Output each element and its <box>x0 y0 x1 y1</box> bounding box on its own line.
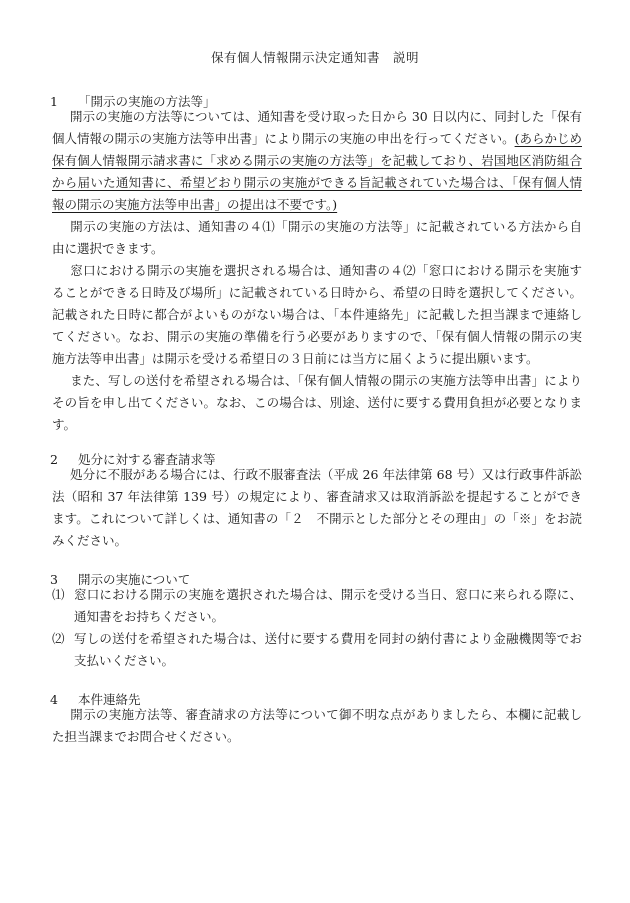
section-4-paragraph-1-text: 開示の実施方法等、審査請求の方法等について御不明な点がありましたら、本欄に記載した担当課までお問合せください。 <box>52 707 582 744</box>
section-1-paragraph-3-text: 窓口における開示の実施を選択される場合は、通知書の４⑵「窓口における開示を実施することができる日時及び場所」に記載されている日時から、希望の日時を選択してください。記載された日時に都合がよいものがない場合は、「本件連絡先」に記載した担当課まで連絡してください。なお、開示の実施の準備を行う必要がありますので、「保有個人情報の開示の実施方法等申出書」は開示を受ける希望日の３日前には当方に届くように提出願います。 <box>52 263 582 366</box>
section-1-paragraph-3 <box>52 260 582 370</box>
section-3-number: 3 <box>50 572 58 587</box>
section-1-paragraph-1 <box>52 106 582 216</box>
section-3-item-2 <box>52 628 582 672</box>
document-title: 保有個人情報開示決定通知書 説明 <box>210 50 419 65</box>
section-3-item-2-marker: ⑵ <box>52 631 65 646</box>
section-3-title: 開示の実施について <box>78 572 191 587</box>
section-1-paragraph-2 <box>52 216 582 260</box>
section-3-item-1 <box>52 584 582 628</box>
section-3-item-1-text: 窓口における開示の実施を選択された場合は、開示を受ける当日、窓口に来られる際に、通知書をお持ちください。 <box>74 587 582 624</box>
section-1-paragraph-4-text: また、写しの送付を希望される場合は、「保有個人情報の開示の実施方法等申出書」によりその旨を申し出てください。なお、この場合は、別途、送付に要する費用負担が必要となります。 <box>52 373 582 432</box>
section-1-paragraph-2-text: 開示の実施の方法は、通知書の４⑴「開示の実施の方法等」に記載されている方法から自由に選択できます。 <box>52 219 582 256</box>
section-4-title: 本件連絡先 <box>78 692 141 707</box>
section-2-paragraph-1 <box>52 464 582 552</box>
section-1-number: 1 <box>50 94 58 109</box>
section-2-title: 処分に対する審査請求等 <box>78 452 216 467</box>
section-3-item-2-text: 写しの送付を希望された場合は、送付に要する費用を同封の納付書により金融機関等でお支払いください。 <box>74 631 582 668</box>
section-4-paragraph-1 <box>52 704 582 748</box>
section-1-paragraph-4 <box>52 370 582 436</box>
section-1-title: 「開示の実施の方法等」 <box>78 94 216 109</box>
section-2-number: 2 <box>50 452 58 467</box>
section-4-number: 4 <box>50 692 58 707</box>
section-1-paragraph-1-note: (あらかじめ保有個人情報開示請求書に「求める開示の実施の方法等」を記載しており、岩国地区消防組合から届いた通知書に、希望どおり開示の実施ができる旨記載されていた場合は、「保有個人情報の開示の実施方法等申出書」の提出は不要です。) <box>52 131 582 212</box>
section-1-paragraph-1-text: 開示の実施の方法等については、通知書を受け取った日から 30 日以内に、同封した「保有個人情報の開示の実施方法等申出書」により開示の実施の申出を行ってください。 <box>52 109 582 146</box>
section-2-paragraph-1-text: 処分に不服がある場合には、行政不服審査法（平成 26 年法律第 68 号）又は行政事件訴訟法（昭和 37 年法律第 139 号）の規定により、審査請求又は取消訴訟を提起することができます。これについて詳しくは、通知書の「２ 不開示とした部分とその理由」の「※」をお読みください。 <box>52 467 582 548</box>
section-3-item-1-marker: ⑴ <box>52 587 65 602</box>
